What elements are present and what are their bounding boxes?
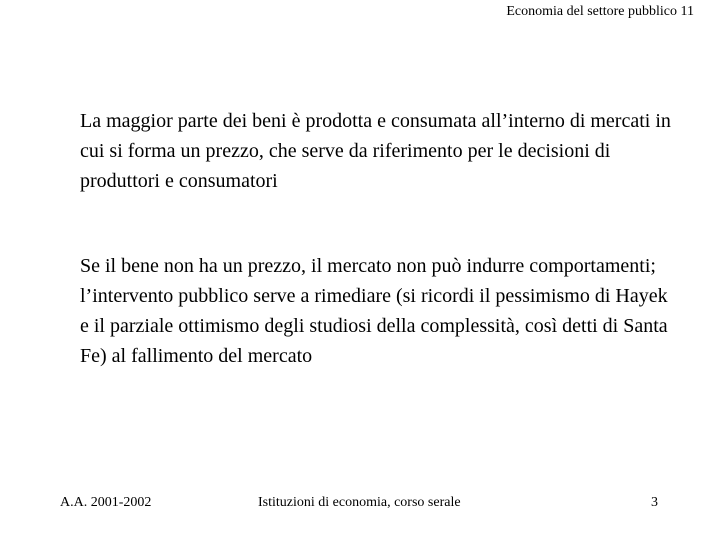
- paragraph-market-failure: Se il bene non ha un prezzo, il mercato non può indurre comportamenti; l’intervento pubblico serve a rimediare (si ricordi il pessimismo di Hayek e il parziale ottimismo degli studiosi della complessità, così detti di Santa Fe) al fallimento del mercato: [80, 255, 668, 367]
- footer-page-number: 3: [651, 495, 658, 510]
- slide-header-title: Economia del settore pubblico 11: [506, 4, 694, 19]
- footer-course-name: Istituzioni di economia, corso serale: [258, 495, 461, 510]
- footer-academic-year: A.A. 2001-2002: [60, 495, 152, 510]
- paragraph-market-prices: La maggior parte dei beni è prodotta e consumata all’interno di mercati in cui si forma un prezzo, che serve da riferimento per le decisioni di produttori e consumatori: [80, 110, 671, 192]
